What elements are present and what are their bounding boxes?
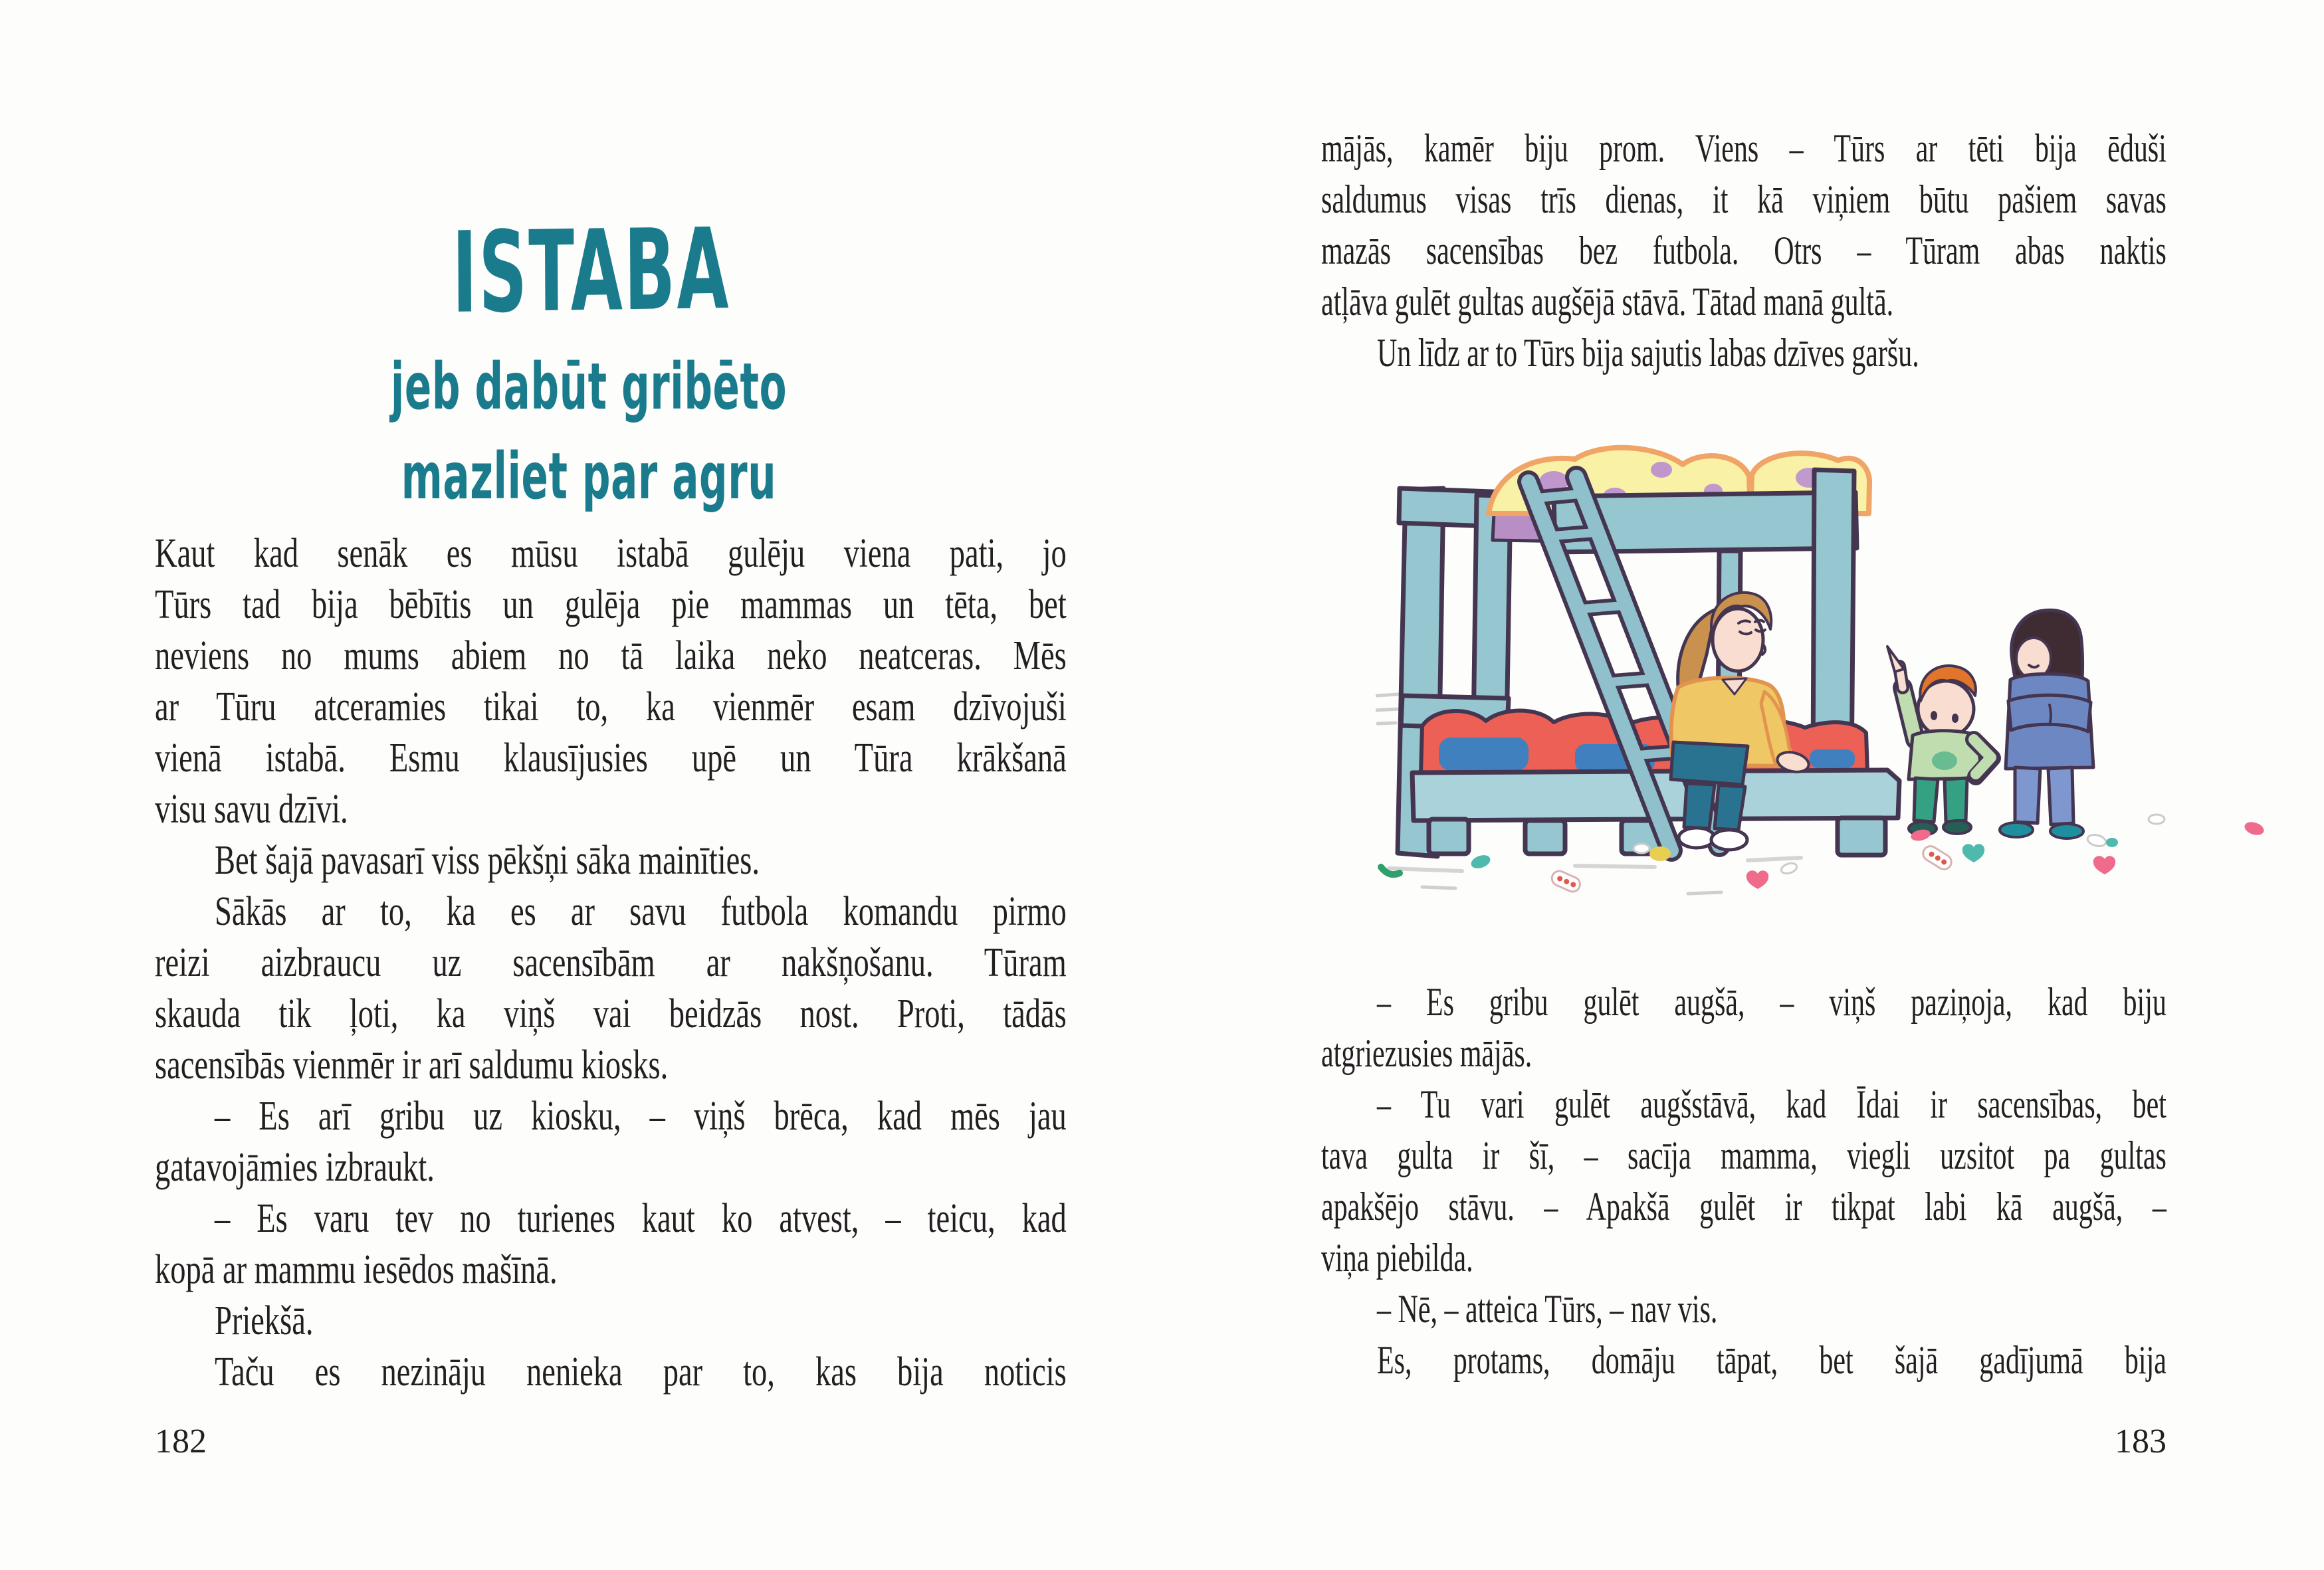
text-line: sacensībās vienmēr ir arī saldumu kiosks.: [155, 1042, 669, 1088]
body-text-right-bottom: [1321, 977, 2166, 1386]
text-line: reizi aizbraucu uz sacensībām ar nakšņošanu. Tūram: [155, 940, 1067, 985]
text-line: vienā istabā. Esmu klausījusies upē un Tūra krākšanā: [155, 736, 1067, 781]
chapter-title-text: ISTABA: [452, 203, 731, 339]
text-line: Bet šajā pavasarī viss pēkšņi sāka mainīties.: [215, 838, 760, 883]
text-line: visu savu dzīvi.: [155, 787, 348, 832]
chapter-subtitle: [133, 342, 1045, 514]
text-line: Taču es nezināju nenieka par to, kas bija noticis: [215, 1349, 1067, 1395]
text-line: Es, protams, domāju tāpat, bet šajā gadījumā bija: [1377, 1338, 2166, 1382]
text-line: tava gulta ir šī, – sacīja mamma, viegli uzsitot pa gultas: [1321, 1133, 2166, 1177]
text-line: Kaut kad senāk es mūsu istabā gulēju viena pati, jo: [155, 531, 1067, 576]
text-line: saldumus visas trīs dienas, it kā viņiem būtu pašiem savas: [1321, 177, 2166, 221]
floor-shadow-marks: [1389, 858, 1801, 871]
text-line: – Nē, – atteica Tūrs, – nav vis.: [1377, 1287, 1718, 1331]
text-line: atļāva gulēt gultas augšējā stāvā. Tātad manā gultā.: [1321, 280, 1894, 324]
text-line: Priekšā.: [215, 1298, 314, 1343]
page-number-right: 183: [2115, 1423, 2166, 1460]
girl-figure: [2000, 610, 2093, 838]
page-right: [1162, 0, 2324, 1570]
text-line: atgriezusies mājās.: [1321, 1031, 1532, 1075]
text-line: ar Tūru atceramies tikai to, ka vienmēr esam dzīvojuši: [155, 684, 1067, 730]
text-line: Tūrs tad bija bēbītis un gulēja pie mammas un tēta, bet: [155, 582, 1067, 627]
body-text-left: [155, 528, 1067, 1398]
pencil-marks: [1376, 694, 1400, 724]
body-text-right-top: [1321, 123, 2166, 379]
text-line: neviens no mums abiem no tā laika neko neatceras. Mēs: [155, 633, 1067, 678]
text-line: mazās sacensības bez futbola. Otrs – Tūram abas naktis: [1321, 229, 2166, 272]
boy-figure: [1887, 646, 1992, 835]
page-number-left: 182: [155, 1423, 207, 1460]
chapter-subtitle-text: jeb dabūt gribēto mazliet par agru: [390, 349, 788, 514]
text-line: Sākās ar to, ka es ar savu futbola komandu pirmo: [215, 889, 1067, 934]
text-line: skauda tik ļoti, ka viņš vai beidzās nost. Proti, tādās: [155, 991, 1067, 1036]
text-line: – Es gribu gulēt augšā, – viņš paziņoja, kad biju: [1377, 980, 2166, 1024]
text-line: gatavojāmies izbraukt.: [155, 1145, 435, 1190]
bunk-bed-illustration: [1376, 435, 2303, 907]
chapter-title: [136, 203, 1047, 339]
confetti: [1381, 815, 2266, 894]
text-line: – Tu vari gulēt augšstāvā, kad Īdai ir sacensības, bet: [1377, 1082, 2166, 1126]
text-line: – Es arī gribu uz kiosku, – viņš brēca, kad mēs jau: [215, 1094, 1067, 1139]
text-line: viņa piebilda.: [1321, 1236, 1473, 1280]
text-line: mājās, kamēr biju prom. Viens – Tūrs ar tēti bija ēduši: [1321, 126, 2166, 170]
text-line: apakšējo stāvu. – Apakšā gulēt ir tikpat labi kā augšā, –: [1321, 1185, 2166, 1228]
text-line: kopā ar mammu iesēdos mašīnā.: [155, 1247, 558, 1292]
text-line: – Es varu tev no turienes kaut ko atvest, – teicu, kad: [215, 1196, 1067, 1241]
text-line: Un līdz ar to Tūrs bija sajutis labas dzīves garšu.: [1377, 331, 1919, 375]
